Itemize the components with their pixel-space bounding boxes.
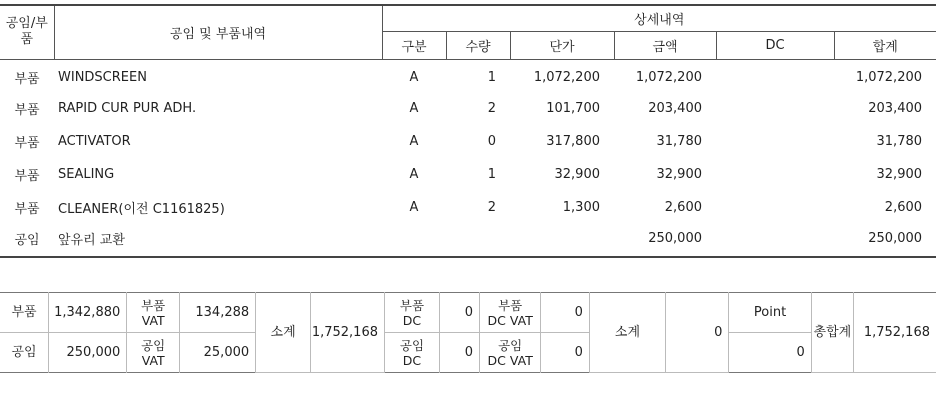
row-dc xyxy=(716,191,834,224)
summary-parts-dcvat-label: 부품 DC VAT xyxy=(480,293,541,333)
table-row xyxy=(0,125,936,158)
row-dc xyxy=(716,158,834,191)
summary-dc-subtotal-value: 0 xyxy=(665,293,728,373)
row-total: 203,400 xyxy=(868,101,923,116)
summary-point-value: 0 xyxy=(729,333,811,373)
summary-labor-dcvat-label: 공임 DC VAT xyxy=(480,333,541,373)
row-description: ACTIVATOR xyxy=(58,134,131,149)
row-description: SEALING xyxy=(58,167,115,182)
summary-labor-vat-value: 25,000 xyxy=(180,333,256,373)
header-unit-price: 단가 xyxy=(510,31,614,59)
summary-point-label: Point xyxy=(729,293,811,333)
row-quantity: 1 xyxy=(487,167,496,182)
row-description: CLEANER(이전 C1161825) xyxy=(58,202,225,217)
row-type: A xyxy=(409,101,419,116)
summary-parts-vat-label: 부품 VAT xyxy=(127,293,180,333)
row-quantity: 2 xyxy=(487,101,496,116)
row-unit-price: 101,700 xyxy=(546,101,600,116)
summary-labor-vat-label: 공임 VAT xyxy=(127,333,180,373)
row-type xyxy=(382,224,446,257)
summary-labor-dcvat-value: 0 xyxy=(541,333,590,373)
row-category: 부품 xyxy=(14,202,40,217)
row-total: 32,900 xyxy=(876,167,923,182)
header-total: 합계 xyxy=(834,31,936,59)
row-total: 2,600 xyxy=(884,200,923,215)
header-quantity: 수량 xyxy=(446,31,510,59)
row-category: 부품 xyxy=(14,136,40,151)
summary-parts-dc-value: 0 xyxy=(439,293,479,333)
summary-grand-total-label: 총합계 xyxy=(811,293,853,373)
row-unit-price: 32,900 xyxy=(554,167,600,182)
summary-subtotal-label: 소계 xyxy=(256,293,311,373)
row-category: 공임 xyxy=(14,232,40,248)
summary-table xyxy=(0,292,936,373)
row-type: A xyxy=(409,167,419,182)
row-description: 앞유리 교환 xyxy=(58,232,125,248)
table-row xyxy=(0,191,936,224)
summary-parts-dc-label: 부품 DC xyxy=(385,293,440,333)
row-amount: 1,072,200 xyxy=(635,70,702,86)
header-dc: DC xyxy=(716,31,834,59)
row-quantity xyxy=(446,224,510,257)
row-unit-price xyxy=(510,224,614,257)
header-amount: 금액 xyxy=(614,31,716,59)
summary-grand-total-value: 1,752,168 xyxy=(854,293,936,373)
header-detail-group: 상세내역 xyxy=(382,5,936,31)
summary-labor-label: 공임 xyxy=(11,344,37,360)
table-row xyxy=(0,158,936,191)
row-description: RAPID CUR PUR ADH. xyxy=(58,101,197,116)
row-dc xyxy=(716,125,834,158)
row-dc xyxy=(716,224,834,257)
summary-dc-subtotal-label: 소계 xyxy=(589,293,665,373)
row-type: A xyxy=(409,70,419,86)
row-category: 부품 xyxy=(14,169,40,184)
row-type: A xyxy=(409,134,419,149)
row-category: 부품 xyxy=(14,72,40,88)
row-description: WINDSCREEN xyxy=(58,70,147,86)
summary-labor-dc-label: 공임 DC xyxy=(385,333,440,373)
header-type: 구분 xyxy=(382,31,446,59)
row-category: 부품 xyxy=(14,103,40,118)
row-dc xyxy=(716,59,834,92)
row-quantity: 2 xyxy=(487,200,496,215)
row-quantity: 1 xyxy=(487,70,496,86)
detail-table xyxy=(0,4,936,258)
summary-parts-dcvat-value: 0 xyxy=(541,293,590,333)
row-type: A xyxy=(409,200,419,215)
row-amount: 203,400 xyxy=(648,101,702,116)
header-category: 공임/부 품 xyxy=(0,5,54,59)
table-row xyxy=(0,92,936,125)
row-amount: 2,600 xyxy=(664,200,702,215)
row-quantity: 0 xyxy=(487,134,496,149)
row-amount: 250,000 xyxy=(648,230,702,246)
header-description: 공임 및 부품내역 xyxy=(54,5,382,59)
row-dc xyxy=(716,92,834,125)
summary-parts-value: 1,342,880 xyxy=(49,293,127,333)
summary-labor-value: 250,000 xyxy=(49,333,127,373)
summary-subtotal-value: 1,752,168 xyxy=(311,293,385,373)
table-row xyxy=(0,59,936,92)
summary-parts-label: 부품 xyxy=(0,293,49,333)
summary-labor-dc-value: 0 xyxy=(439,333,479,373)
summary-parts-vat-value: 134,288 xyxy=(180,293,256,333)
row-unit-price: 317,800 xyxy=(546,134,600,149)
row-unit-price: 1,300 xyxy=(562,200,600,215)
row-total: 250,000 xyxy=(868,230,923,246)
row-amount: 31,780 xyxy=(656,134,702,149)
row-total: 1,072,200 xyxy=(855,70,923,86)
table-row xyxy=(0,224,936,257)
row-total: 31,780 xyxy=(876,134,923,149)
row-amount: 32,900 xyxy=(656,167,702,182)
row-unit-price: 1,072,200 xyxy=(533,70,600,86)
